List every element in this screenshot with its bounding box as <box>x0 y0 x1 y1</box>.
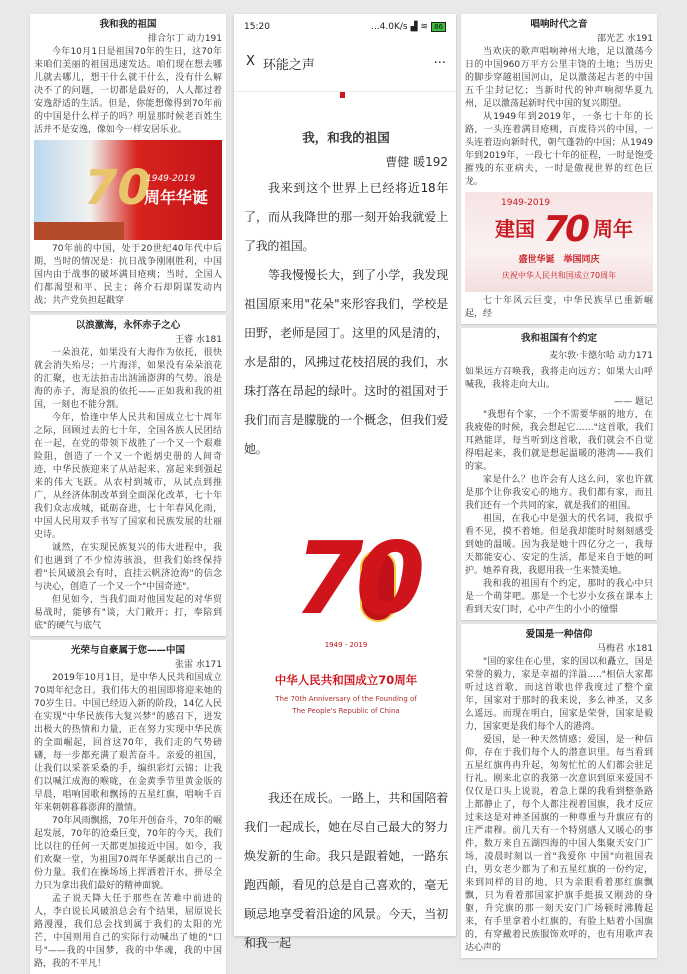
wifi-icon: ≋ <box>420 22 429 32</box>
essay-card <box>30 640 226 974</box>
essay-title: 我和我的祖国 <box>99 19 157 30</box>
logo-english-2: The People's Republic of China <box>292 707 400 715</box>
essay-title: 以浪激海，永怀赤子之心 <box>75 320 181 331</box>
banner-years: 1949-2019 <box>146 174 196 184</box>
nav-divider <box>234 91 456 92</box>
signal-icon: ▟ <box>410 22 418 32</box>
essay-card <box>461 328 657 620</box>
essay-title: 爱国是一种信仰 <box>525 629 593 640</box>
essay-author: 麦尔敦·卡德尔哈 动力171 <box>549 351 653 361</box>
poster-years: 1949-2019 <box>501 198 551 208</box>
paragraph: 诚然，在实现民族复兴的伟大进程中，我们也遇到了不少惊涛骇浪，但我们始终保持着"长风破浪会有时，直挂云帆济沧海"的信念与决心，创造了一个又一个"中国奇迹"。 <box>34 543 222 592</box>
essay-author: 张雷 水171 <box>174 660 222 670</box>
article-author: 曹健 暖192 <box>385 155 448 169</box>
paragraph: 爱国，是一种天然情感；爱国，是一种信仰，存在于我们每个人的潜意识里。每当看到五星红旗冉冉升起，匆匆忙忙的人们都会驻足行礼。刚来北京的我第一次意识到原来爱国不仅仅是口头上说说，着急上课的我看到整条路上都静止了，每个人都注视着国旗，我才反应过来这是对神圣国旗的一种尊重与升旗应有的庄严肃穆。前几天有一个特别感人又暖心的事件，数万来自五湖四海的中国人集聚天安门广场，凌晨时刻以一首"我爱你 中国"向祖国表白，男女老少都为了和五星红旗的一份约定，来到同样的目的地，只为亲眼看着那红旗飘飘，只为看着那国家护旗手挺拔又刚劲的身躯，升完旗的那一刻天安门广场顿时沸腾起来，有手里拿着小红旗的，有脸上贴着小国旗的，有穿戴着民族服饰欢呼的，也有用歌声表达心声的 <box>465 735 653 953</box>
article <box>234 128 456 958</box>
paragraph: 我还在成长。一路上，共和国陪着我们一起成长，她在尽自己最大的努力焕发新的生命。我只是跟着她，一路东跑西颠，看见的总是自己喜欢的，毫无顾忌地享受着沿途的风景。今天，当初和我一起 <box>244 791 448 950</box>
essay-author: 马梅君 水181 <box>596 644 653 654</box>
anniversary-banner-image <box>34 140 222 240</box>
poster-subtitle: 庆祝中华人民共和国成立70周年 <box>501 271 617 280</box>
paragraph: "国的家住在心里，家的国以和矗立，国是荣誉的毅力，家是幸福的洋溢....."相信大家都听过这首歌，而这首歌也伴我度过了整个童年，国家对于那时的我来说，多么神圣，又多么遥远。而现在明白，国家是荣誉，国家是毅力，国家更是我们每个人的港湾。 <box>465 657 653 732</box>
logo-numeral: 70 <box>294 520 418 637</box>
essay-author: 邵光艺 水191 <box>596 34 653 44</box>
paragraph: 等我慢慢长大，到了小学，我发现祖国原来用"花朵"来形容我们，学校是田野，老师是园丁。这里的风是清的，水是甜的，风拂过花枝招展的我们，水珠打落在昂起的绿叶。这时的祖国对于我们而言是朦胧的一个概念，但我们爱她。 <box>244 268 448 456</box>
epigraph-note: —— 题记 <box>614 397 653 407</box>
paragraph: 一朵浪花，如果没有大海作为依托，很快就会消失殆尽；一片海洋，如果没有朵朵浪花的汇聚，也无法拍击出汹涌澎湃的气势。浪是海的赤子，海是浪的依托——正如我和我的祖国，一刻也不能分割。 <box>34 348 222 410</box>
essay-card <box>30 315 226 636</box>
logo-chinese: 中华人民共和国成立70周年 <box>274 673 418 687</box>
poster-right-text: 周年 <box>593 217 633 241</box>
banner-numeral: 70 <box>84 160 151 216</box>
right-column <box>461 14 657 958</box>
poster-left-text: 建国 <box>495 217 535 241</box>
paragraph: 从1949年到2019年，一条七十年的长路，一头连着满目疮痍，百废待兴的中国，一头连着迈向新时代，朝气蓬勃的中国；从1949年到2019年，一段七十年的征程，一时是饱受摧残的东亚病夫，一时是傲视世界的红色巨龙。 <box>465 112 653 187</box>
status-time: 15:20 <box>244 22 270 32</box>
article-title: 我，和我的祖国 <box>302 130 390 145</box>
logo-years: 1949 - 2019 <box>324 641 368 649</box>
tiananmen-silhouette <box>34 222 124 240</box>
paragraph: 我和我的祖国有个约定，那时的我心中只是一个萌芽吧。那是一个七岁小女孩在课本上看到天安门时，心中产生的小小的憧憬 <box>465 579 653 615</box>
red-marker-icon <box>340 92 345 98</box>
paragraph: 2019年10月1日，是中华人民共和国成立70周年纪念日。我们伟大的祖国即将迎来她的70岁生日。中国已经迈入新的阶段，14亿人民在实现"中华民族伟大复兴梦"的感召下，迸发出极大的热情和力量，正在努力实现中华民族的全面崛起，回首这70年，我们走的气势磅礴，每一步都充满了艰苦奋斗。亲爱的祖国，让我们以采茶采桑的手，编织彩灯云锦；让我们以喊江成海的喉咙，在金黄季节里黄金版的早晨，唱响国歌和飘扬的五星红旗，唱响千百年来朝朝暮暮澎湃的激情。 <box>34 673 222 813</box>
essay-card <box>461 624 657 958</box>
paragraph: 家是什么？也许会有人这么问，家也许就是那个让你我安心的地方。我们都有家，而且我们还有一个共同的家，就是我们的祖国。 <box>465 475 653 511</box>
paragraph: 当欢庆的歌声唱响神州大地，足以激荡今日的中国960万平方公里丰饶的土地；当历史的脚步穿越祖国河山，足以激荡起古老的中国五千尘封记忆；当新时代的钟声响彻华夏九州，足以激荡起新时代中国的复兴期望。 <box>465 47 653 109</box>
essay-author: 王睿 水181 <box>174 335 222 345</box>
status-indicators <box>371 22 446 32</box>
nav-bar <box>234 32 456 73</box>
epigraph: 如果远方召唤我，我将走向远方；如果大山呼喊我，我将走向大山。 <box>465 367 653 390</box>
poster-numeral: 70 <box>543 209 588 250</box>
paragraph: 70年前的中国，处于20世纪40年代中后期，当时的情况是：抗日战争刚刚胜利，中国国内由于战事的破坏满目疮痍；当时，全国人们都渴望和平、民主；蒋介石却阴谋发动内战；共产党负担起戳穿 <box>34 244 222 306</box>
more-menu-button[interactable]: ··· <box>433 56 446 71</box>
logo-english-1: The 70th Anniversary of the Founding of <box>275 695 417 703</box>
battery-icon: 86 <box>431 22 446 32</box>
paragraph: 祖国，在我心中是强大的代名词，我似乎看不见，摸不着她。但是我却能时时刻刻感受到她的温暖。因为我是她十四亿分之一，我每天都能安心、安定的生活，都是来自于她的呵护。她养育我，我愿用我一生来赞美她。 <box>465 514 653 576</box>
status-bar <box>234 14 456 32</box>
anniversary-poster-image <box>465 192 653 292</box>
paragraph: 今年10月1日是祖国70年的生日，这70年来咱们美丽的祖国迅速发达。咱们现在想去哪儿就去哪儿，想干什么就干什么，没有什么解决不了的问题，一切都是最好的，人人都过着安逸舒适的生活。但是，你能想像得到70年前的中国是什么样子的吗？明显那时候老百姓生活并不是安逸，像如今一样安居乐业。 <box>34 47 222 135</box>
essay-title: 唱响时代之音 <box>530 19 588 30</box>
paragraph: 孟子说天降大任于那些在苦难中前进的人，李白说长风破浪总会有个结果，屈原说长路漫漫，我们总会找到属于我们的太阳的光芒，中国则用自己的实际行动喊出了她的"口号"——我的中国梦，我的中华魂，我的中国路，我的不平凡！ <box>34 894 222 969</box>
paragraph: 但见如今，当我们面对他国发起的对华贸易战时，能够有"谈，大门敞开；打，奉陪到底"的硬气与底气 <box>34 595 222 631</box>
essay-title: 我和祖国有个约定 <box>520 333 597 344</box>
left-column <box>30 14 226 974</box>
phone-screenshot <box>234 14 456 950</box>
close-button[interactable]: X <box>246 54 255 69</box>
essay-title: 光荣与自豪属于您——中国 <box>70 645 185 656</box>
essay-card <box>461 14 657 324</box>
paragraph: 七十年风云巨变，中华民族早已重新崛起，经 <box>465 296 653 319</box>
paragraph: 70年风雨飘摇，70年开创奋斗，70年的崛起发展，70年的沧桑巨变，70年的今天，我们比以往的任何一天都更加接近中国。如今，我们欢聚一堂，为祖国70周年华诞献出自己的一份力量。我们在操场场上挥洒着汗水，拼尽全力只为拿出我们最好的精神面貌。 <box>34 816 222 891</box>
anniversary-logo-image <box>244 464 448 784</box>
paragraph: "我想有个家，一个不需要华丽的地方，在我疲倦的时候，我会想起它……"这首歌，我们耳熟能详，每当听到这首歌，我们就会不自觉得唱起来，我们就是想起温暖的港湾——我们的家。 <box>465 410 653 472</box>
paragraph: 今年，恰逢中华人民共和国成立七十周年之际，回顾过去的七十年，全国各族人民团结在一起，在党的带领下战胜了一个又一个艰难险阻，创造了一个又一个彪炳史册的人间奇迹，中华民族迎来了从站起来、富起来到强起来的伟大飞跃。从农村到城市，从试点到推广，从经济体制改革到全面深化改革，七十年我们众志成城，砥砺奋进，七十年春风化雨，中国人民用双手书写了国家和民族发展的壮丽史诗。 <box>34 413 222 540</box>
banner-caption: 周年华诞 <box>144 188 209 207</box>
essay-author: 排合尔丁 动力191 <box>147 34 222 44</box>
page-title: 环能之声 <box>262 58 315 73</box>
essay-card <box>30 14 226 311</box>
network-speed: ...4.0K/s <box>371 22 408 32</box>
poster-slogan: 盛世华诞 举国同庆 <box>518 255 600 265</box>
paragraph: 我来到这个世界上已经将近18年了，而从我降世的那一刻开始我就爱上了我的祖国。 <box>244 181 448 253</box>
